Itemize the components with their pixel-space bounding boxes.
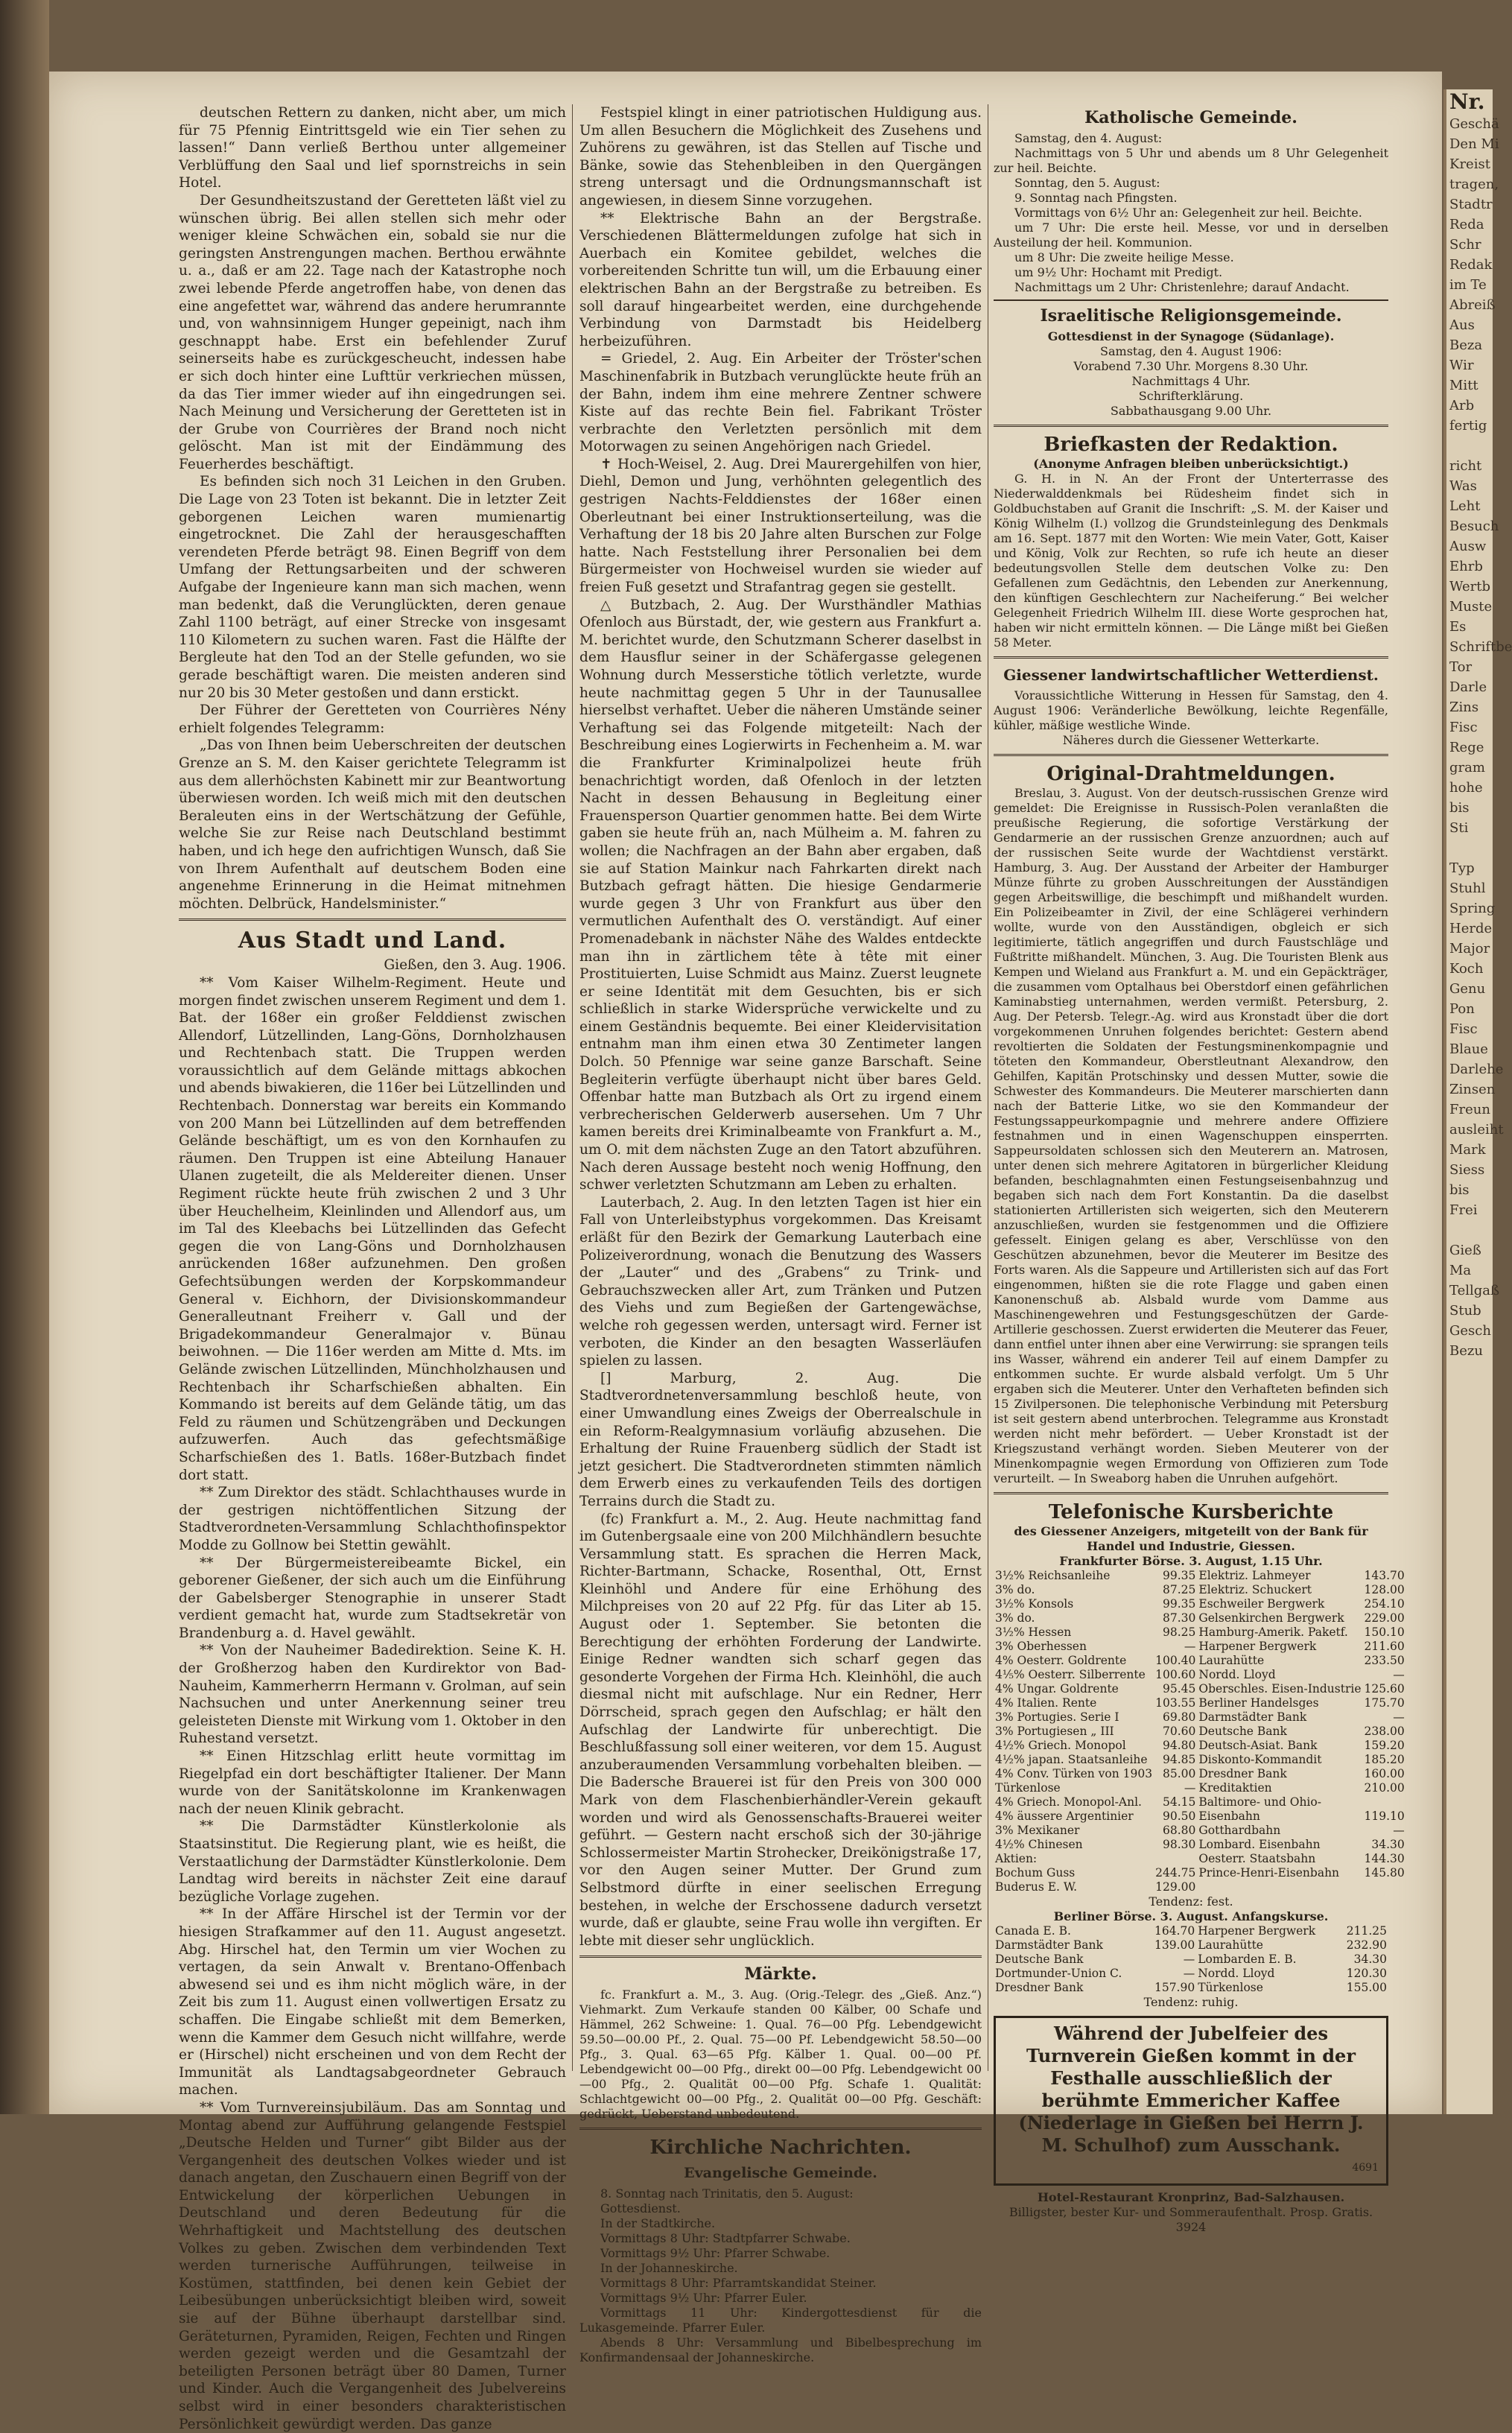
rate-value: —: [1393, 1668, 1405, 1681]
adjacent-page-line: Ausw: [1449, 539, 1487, 554]
security-name: 4% Ungar. Goldrente: [995, 1682, 1119, 1696]
stock-report-title: Telefonische Kursberichte: [1048, 1501, 1334, 1523]
news-item: ** Von der Nauheimer Badedirektion. Seine K. H. der Großherzog haben den Kurdirektor von Bad-Nauheim, Kammerherrn Hermann v. Grolman, auf sein Nachsuchen und unter Anerkennung seiner treu geleisteten Dienste mit Wirkung vom 1. Oktober in den Ruhestand versetzt.: [179, 1643, 566, 1747]
rate-row: [994, 1781, 1406, 1795]
security-name: Lombard. Eisenbahn: [1198, 1838, 1321, 1851]
news-item: Lauterbach, 2. Aug. In den letzten Tagen ist hier ein Fall von Unterleibstyphus vorgekommen. Das Kreisamt erläßt für den Bezirk der Gemarkung Lauterbach eine Polizeiverordnung, wonach die Benutzung des Wassers der „Lauter“ und des „Grabens“ zu Trink- und Gebrauchszwecken aller Art, zum Tränken und Putzen des Viehs und zum Begießen der Gartengewächse, welche roh gegessen werden, untersagt wird. Ferner ist verboten, die Kinder an den besagten Wasserläufen spielen zu lassen.: [579, 1194, 982, 1369]
adjacent-page-line: Freun: [1449, 1102, 1490, 1117]
rate-row: [994, 1924, 1388, 1938]
adjacent-page-line: Den Mi: [1449, 136, 1499, 152]
rate-value: 244.75: [1155, 1866, 1196, 1880]
adjacent-page-line: Bezu: [1449, 1343, 1483, 1359]
security-name: 4½% Griech. Monopol: [995, 1739, 1126, 1752]
rate-value: 100.60: [1155, 1668, 1196, 1681]
rate-value: 232.90: [1346, 1938, 1387, 1952]
article-paragraph: „Das von Ihnen beim Ueberschreiten der deutschen Grenze an S. M. den Kaiser gerichtete Telegramm ist aus dem allerhöchsten Kabinett mir zur Beantwortung überwiesen worden. Ich weiß mich mit den deutschen Beraleuten eins in der Wertschätzung der Gefühle, welche Sie zur Reise nach Deutschland bestimmt haben, und ich hege den aufrichtigen Wunsch, daß Sie von Ihrem Aufenthalt auf deutschem Boden eine angenehme Erinnerung in die Heimat mitnehmen möchten. Delbrück, Handelsminister.“: [179, 737, 566, 912]
news-item: ** Zum Direktor des städt. Schlachthauses wurde in der gestrigen nichtöffentlichen Sitzung der Stadtverordneten-Versammlung Schlachthofinspektor Modde zu Gollnow bei Stettin gewählt.: [179, 1485, 566, 1553]
tendency-2: Tendenz: ruhig.: [1143, 1995, 1239, 2009]
rate-row: [994, 1838, 1406, 1852]
synagogue-line: Vorabend 7.30 Uhr. Morgens 8.30 Uhr.: [1073, 359, 1309, 373]
adjacent-page-line: Schriftbe: [1449, 639, 1512, 655]
security-name: Darmstädter Bank: [1198, 1710, 1307, 1724]
adjacent-page-line: Blaue: [1449, 1041, 1488, 1057]
catholic-parish-title: Katholische Gemeinde.: [1084, 108, 1297, 127]
news-item: ** Vom Kaiser Wilhelm-Regiment. Heute und morgen findet zwischen unserem Regiment und dem 1. Bat. der 168er ein großer Felddienst zwischen Allendorf, Lützellinden, Lang-Göns, Dornholzhausen und Rechtenbach statt. Die Truppen werden voraussichtlich auf dem Gelände mittags abkochen und abends biwakieren, die 116er bei Lützellinden und Rechtenbach. Donnerstag war bereits ein Kommando von 200 Mann bei Lützellinden auf dem betreffenden Gelände beschäftigt, um es von den Kornhaufen zu räumen. Den Truppen ist eine Abteilung Hanauer Ulanen zugeteilt, die als Meldereiter dienen. Unser Regiment rückte heute früh zwischen 2 und 3 Uhr über Heuchelheim, Kleinlinden und Allendorf aus, um im Tal des Kleebachs bei Lützellinden das Gefecht gegen die von Lang-Göns und Dornholzhausen anrückenden 168er aufzunehmen. Den großen Gefechtsübungen werden der Korpskommandeur General v. Eichhorn, der Divisionskommandeur Generalleutnant Freiherr v. Gall und der Brigadekommandeur Generalmajor v. Bünau beiwohnen. — Die 116er werden am Mitte d. Mts. im Gelände zwischen Lützellinden, Münchholzhausen und Rechtenbach ihr Scharfschießen abhalten. Ein Kommando ist bereits auf dem Gelände tätig, um das Feld zu räumen und Schützengräben und Deckungen aufzuwerfen. Auch das gefechtsmäßige Scharfschießen des 1. Batls. 168er-Butzbach findet dort statt.: [179, 974, 566, 1483]
security-name: 3½% Konsols: [995, 1597, 1074, 1611]
church-line: 8. Sonntag nach Trinitatis, den 5. August:: [600, 2186, 854, 2201]
church-line: Vormittags 8 Uhr: Stadtpfarrer Schwabe.: [600, 2231, 851, 2246]
news-item: Festspiel klingt in einer patriotischen Huldigung aus. Um allen Besuchern die Möglichkeit des Zusehens und Zuhörens zu gewähren, ist das Stellen auf Tische und Bänke, sowie das Stehenbleiben in den Quergängen streng untersagt und die Ordnungsmannschaft ist angewiesen, in diesem Sinne vorzugehen.: [579, 105, 982, 209]
rate-row: [994, 1981, 1388, 1995]
security-name: Prince-Henri-Eisenbahn: [1198, 1866, 1340, 1880]
church-line: Vormittags 8 Uhr: Pfarramtskandidat Steiner.: [600, 2276, 877, 2291]
church-line: Abends 8 Uhr: Versammlung und Bibelbesprechung im Konfirmandensaal der Johanneskirche.: [579, 2335, 982, 2365]
divider: [994, 425, 1388, 427]
rate-value: 155.00: [1346, 1981, 1387, 1994]
church-line: Gottesdienst.: [600, 2201, 681, 2216]
security-name: 3% Oberhessen: [995, 1640, 1087, 1653]
security-name: 3% Portugiesen „ III: [995, 1725, 1114, 1738]
security-name: Diskonto-Kommandit: [1198, 1753, 1322, 1766]
adjacent-page-line: Zinsen: [1449, 1082, 1496, 1097]
news-item: ** Vom Turnvereinsjubiläum. Das am Sonntag und Montag abend zur Aufführung gelangende Festspiel „Deutsche Helden und Turner“ gibt Bilder aus der Vergangenheit des deutschen Volkes wieder und ist danach angetan, den Zuschauern einen Begriff von der Entwickelung der körperlichen Uebungen in Deutschland und deren Bedeutung für die Wehrhaftigkeit und Machtstellung des deutschen Volkes zu geben. Zwischen dem verbindenden Text werden turnerische Aufführungen, teilweise in Kostümen, stattfinden, bei denen kein Gebiet der Leibesübungen unberücksichtigt bleiben wird, soweit sie auf der Bühne überhaupt darstellbar sind. Geräteturnen, Pyramiden, Reigen, Fechten und Ringen werden gezeigt werden und die Gesamtzahl der beteiligten Personen beträgt über 80 Damen, Turner und Kinder. Auch die Vergangenheit des Jubelvereins selbst wird in einer besonders charakteristischen Persönlichkeit gewürdigt werden. Das ganze: [179, 2099, 566, 2432]
adjacent-page-line: Typ: [1449, 860, 1475, 876]
rate-value: 87.30: [1163, 1611, 1196, 1625]
article-paragraph: deutschen Rettern zu danken, nicht aber, um mich für 75 Pfennig Eintrittsgeld wie ein Tier sehen zu lassen!“ Dann verließ Berthou unter allgemeiner Verblüffung den Saal und lief spornstreichs in sein Hotel.: [179, 105, 566, 191]
rate-row: [994, 1880, 1406, 1894]
security-name: Harpener Bergwerk: [1198, 1924, 1316, 1938]
divider: [994, 754, 1388, 756]
rate-value: 99.35: [1163, 1597, 1196, 1611]
adjacent-page-header: Nr.: [1449, 89, 1485, 114]
adjacent-page-line: fertig: [1449, 418, 1487, 434]
adjacent-page-line: Major: [1449, 941, 1490, 957]
adjacent-page-line: hohe: [1449, 780, 1483, 796]
frankfurt-rates-table: [994, 1569, 1406, 1894]
catholic-line: Vormittags von 6½ Uhr an: Gelegenheit zur heil. Beichte.: [1014, 206, 1362, 220]
security-name: Kreditaktien: [1198, 1781, 1272, 1795]
stock-report-subtitle: des Giessener Anzeigers, mitgeteilt von der Bank für Handel und Industrie, Giessen.: [1014, 1524, 1368, 1553]
adjacent-page-line: Leht: [1449, 498, 1481, 514]
rate-value: [1363, 1880, 1406, 1894]
adjacent-page-line: Fisc: [1449, 1021, 1478, 1037]
rate-row: [994, 1696, 1406, 1710]
markets-text: fc. Frankfurt a. M., 3. Aug. (Orig.-Telegr. des „Gieß. Anz.“) Viehmarkt. Zum Verkaufe standen 00 Kälber, 00 Schafe und Hämmel, 262 Schweine: 1. Qual. 76—00 Pfg. Lebendgewicht 59.50—00.00 Pf., 2. Qual. 75—00 Pf. Lebendgewicht 58.50—00 Pfg., 3. Qual. 63—65 Pfg. Kälber 1. Qual. 00—00 Pf. Lebendgewicht 00—00 Pfg., direkt 00—00 Pfg. Lebendgewicht 00—00 Pfg., 2. Qualität 00—00 Pfg. Schafe 1. Qualität: Schlachtgewicht 00—00 Pfg., 2. Qualität 00—00 Pfg. Geschäft: gedrückt, Ueberstand unbedeutend.: [579, 1988, 982, 2122]
rate-value: 34.30: [1371, 1838, 1405, 1851]
coffee-advertisement: [994, 2016, 1388, 2186]
security-name: Oberschles. Eisen-Industrie: [1198, 1682, 1362, 1696]
catholic-line: Nachmittags von 5 Uhr und abends um 8 Uhr Gelegenheit zur heil. Beichte.: [994, 146, 1388, 175]
security-name: 4% Conv. Türken von 1903: [995, 1767, 1153, 1780]
adjacent-page-line: Zins: [1449, 700, 1479, 715]
security-name: Eschweiler Bergwerk: [1198, 1597, 1325, 1611]
adjacent-page-line: Siess: [1449, 1162, 1485, 1178]
adjacent-page-line: Sti: [1449, 820, 1469, 836]
adjacent-page-line: Redak: [1449, 257, 1493, 273]
synagogue-line: Nachmittags 4 Uhr.: [1131, 374, 1251, 388]
article-continuation: [179, 104, 566, 913]
adjacent-page-line: Tellgaß: [1449, 1283, 1500, 1298]
regional-news-body: [579, 104, 982, 1950]
security-name: Deutsche Bank: [1198, 1725, 1287, 1738]
rate-row: [994, 1852, 1406, 1866]
rate-value: 129.00: [1155, 1880, 1196, 1894]
rate-value: 144.30: [1364, 1852, 1405, 1865]
column-3: [994, 104, 1405, 2234]
security-name: Aktien:: [995, 1852, 1038, 1865]
security-name: Nordd. Lloyd: [1198, 1668, 1276, 1681]
rate-value: 139.00: [1154, 1938, 1195, 1952]
news-item: ** In der Affäre Hirschel ist der Termin vor der hiesigen Strafkammer auf den 11. August angesetzt. Abg. Hirschel hat, den Termin um vier Wochen zu vertagen, da sein Anwalt v. Brentano-Offenbach abwesend sei und es ihm nicht möglich wäre, in der Zeit bis zum 11. August einen vollwertigen Ersatz zu schaffen. Die Eingabe schließt mit dem Bemerken, wenn die Kammer dem Gesuch nicht willfahre, werde er (Hirschel) nicht erscheinen und von dem Recht der Immunität als Landtagsabgeordneter Gebrauch machen.: [179, 1906, 566, 2099]
security-name: Harpener Bergwerk: [1198, 1640, 1317, 1653]
rate-row: [994, 1611, 1406, 1625]
divider: [994, 656, 1388, 659]
rate-row: [994, 1809, 1406, 1824]
security-name: Dresdner Bank: [1198, 1767, 1287, 1780]
ad-text: Während der Jubelfeier des Turnverein Gießen kommt in der Festhalle ausschließlich der berühmte Emmericher Kaffee (Niederlage in Gießen bei Herrn J. M. Schulhof) zum Ausschank.: [1018, 2023, 1364, 2156]
catholic-line: um 9½ Uhr: Hochamt mit Predigt.: [1014, 265, 1223, 279]
rate-value: —: [1183, 1953, 1195, 1966]
rate-row: [994, 1866, 1406, 1880]
rate-row: [994, 1938, 1388, 1953]
wire-news-text: Breslau, 3. August. Von der deutsch-russischen Grenze wird gemeldet: Die Ereignisse in Russisch-Polen veranlaßten die preußische Regierung, die sofortige Verstärkung der Gendarmerie an der russischen Grenze anzuordnen; auch auf der russischen Seite wurde der Wachtdienst verstärkt. Hamburg, 3. Aug. Der Ausstand der Arbeiter der Hamburger Münze führte zu groben Ausschreitungen der Ausständigen gegen Arbeitswillige, die beschimpft und mißhandelt wurden. Ein Polizeibeamter in Zivil, der eine Schlägerei verhindern wollte, wurde von den Ausständigen, obgleich er sich legitimierte, tätlich angegriffen und durch Faustschläge und Fußtritte mißhandelt. München, 3. Aug. Die Touristen Blenk aus Kempen und Wieland aus Frankfurt a. M. und ein Gepäckträger, die zusammen vom Optalhaus bei Oberstdorf einen gefährlichen Kaminabstieg unternahmen, werden vermißt. Petersburg, 2. Aug. Der Petersb. Telegr.-Ag. wird aus Kronstadt über die dort vorgekommenen Unruhen folgendes berichtet: Gestern abend revoltierten die Soldaten der Festungsminenkompagnie und töteten den Kommandeur, Oberstleutnant Alexandrow, den Gehilfen, Kapitän Protschinsky und dessen Mutter, sowie die Schwester des Kommandeurs. Die Meuterer marschierten dann nach der Batterie Litke, wo sie den Kommandeur der Festungssappeurkompagnie und mehrere andere Offiziere festnahmen und in einen Wagenschuppen einsperrten. Sappeursoldaten schlossen sich den Meuterern an. Matrosen, unter denen sich mehrere Agitatoren in bürgerlicher Kleidung befanden, beschlagnahmten einen Festungseisenbahnzug und begaben sich nach dem Fort Konstantin. Da die daselbst stationierten Artilleristen sich weigerten, sich den Meuterern anzuschließen, wurden sie festgenommen und die Offiziere gefesselt. Einigen gelang es aber, Verschlüsse von den Geschützen abzunehmen, bevor die Meuterer im Besitze des Forts waren. Als die Sappeure und Artilleristen sich auf das Fort eingenommen, hißten sie die rote Flagge und gaben einen Kanonenschuß ab. Alsbald wurde vom Damme aus Maschinengewehren und Festungsgeschützen der Garde-Artillerie geschossen. Zuerst erwiderten die Meuterer das Feuer, dann entfiel unter ihnen aber eine Verwirrung: sie sprangen teils ins Wasser, während ein anderer Teil auf einem Dampfer zu entkommen suchte. Er wurde alsbald verfolgt. Um 5 Uhr ergaben sich die Meuterer. Unter den Verhafteten befinden sich 15 Zivilpersonen. Die telephonische Verbindung mit Petersburg ist seit gestern abend unterbrochen. Telegramme aus Kronstadt werden nicht mehr befördert. — Ueber Kronstadt ist der Kriegszustand verhängt worden. Sieben Meuterer von der Minenkompagnie wegen Ermordung von Offizieren zum Tode verurteilt. — In Sweaborg haben die Unruhen aufgehört.: [994, 786, 1388, 1485]
synagogue-line: Samstag, den 4. August 1906:: [1100, 344, 1282, 358]
adjacent-page-line: Tor: [1449, 659, 1473, 675]
rate-row: [994, 1654, 1406, 1668]
news-item: △ Butzbach, 2. Aug. Der Wursthändler Mathias Ofenloch aus Bürstadt, der, wie gestern aus Frankfurt a. M. berichtet wurde, den Schutzmann Scherer daselbst in dem Hausflur seiner in der Schäfergasse gelegenen Wohnung durch Messerstiche tötlich verletzte, wurde heute nachmittag gegen 5 Uhr in der Taunusallee hierselbst verhaftet. Ueber die näheren Umstände seiner Verhaftung sei das Folgende mitgeteilt: Nach der Beschreibung eines Logierwirts in Fechenheim a. M. war die Frankfurter Kriminalpolizei heute früh benachrichtigt worden, daß Ofenloch in der letzten Nacht in dessen Behausung in Begleitung einer Frauensperson Quartier genommen hatte. Bei dem Wirte gaben sie heute früh an, nach Mülheim a. M. fahren zu wollen; die Nachfragen an der Bahn aber ergaben, daß sie auf Station Mainkur nach Fahrkarten direkt nach Butzbach gefragt hätten. Die hiesige Gendarmerie wurde gegen 3 Uhr von Frankfurt aus über den vermutlichen Aufenthalt des O. verständigt. Auf einer Promenadebank in nächster Nähe des Waldes entdeckte man ihn in zärtlichem tête à tête mit einer Prostituierten, Luise Schmidt aus Mainz. Zuerst leugnete er seine Identität mit dem Gesuchten, bis er sich schließlich in starke Widersprüche verwickelte und zu einem Geständnis bequemte. Bei einer Kleidervisitation entnahm man ihm einen etwa 30 Zentimeter langen Dolch. 50 Pfennige war seine ganze Barschaft. Seine Begleiterin verfügte überhaupt nicht über bares Geld. Offenbar hatte man Butzbach als Ort zu irgend einem verbrecherischen Gelderwerb ausersehen. Um 7 Uhr kamen bereits drei Kriminalbeamte von Frankfurt a. M., um O. mit dem nächsten Zuge an den Tatort abzuführen. Nach deren Aussage besteht noch wenig Hoffnung, den schwer verletzten Schutzmann am Leben zu erhalten.: [579, 597, 982, 1193]
tendency-1: Tendenz: fest.: [1149, 1894, 1233, 1909]
jewish-community-title: Israelitische Religionsgemeinde.: [1040, 306, 1342, 326]
letters-title: Briefkasten der Redaktion.: [1044, 434, 1338, 456]
adjacent-page-line: im Te: [1449, 277, 1487, 293]
rate-value: 157.90: [1154, 1981, 1195, 1994]
security-name: Gotthardbahn: [1198, 1824, 1281, 1837]
adjacent-page-line: Stub: [1449, 1303, 1481, 1319]
news-item: = Griedel, 2. Aug. Ein Arbeiter der Tröster'schen Maschinenfabrik in Butzbach verunglückte heute früh an der Bahn, indem ihm eine mehrere Zentner schwere Kiste auf das rechte Bein fiel. Fabrikant Tröster verbrachte den Verletzten persönlich mit dem Motorwagen zu seinen Angehörigen nach Griedel.: [579, 351, 982, 455]
weather-note: Näheres durch die Giessener Wetterkarte.: [1062, 733, 1320, 747]
adjacent-page-line: Stuhl: [1449, 881, 1486, 896]
rate-value: —: [1184, 1640, 1196, 1653]
rate-row: [994, 1753, 1406, 1767]
news-item: ** Einen Hitzschlag erlitt heute vormittag im Riegelpfad ein dort beschäftigter Italiener. Der Mann wurde von der Sanitätskolonne im Krankenwagen nach der neuen Klinik gebracht.: [179, 1748, 566, 1817]
rate-value: 70.60: [1163, 1725, 1196, 1738]
adjacent-page-line: Beza: [1449, 337, 1483, 353]
divider: [994, 1492, 1388, 1494]
rate-value: 54.15: [1163, 1795, 1196, 1809]
catholic-line: 9. Sonntag nach Pfingsten.: [1014, 191, 1178, 205]
adjacent-page-line: Frei: [1449, 1202, 1478, 1218]
security-name: Dresdner Bank: [995, 1981, 1084, 1994]
adjacent-page-line: [1446, 436, 1493, 456]
rate-value: —: [1183, 1967, 1195, 1980]
rate-value: 159.20: [1364, 1739, 1405, 1752]
adjacent-page-lines: [1446, 114, 1512, 1361]
adjacent-page-line: Koch: [1449, 961, 1484, 977]
adjacent-page-line: Gesch: [1449, 1323, 1491, 1339]
rate-value: 90.50: [1163, 1809, 1196, 1823]
news-item: ✝ Hoch-Weisel, 2. Aug. Drei Maurergehilfen von hier, Diehl, Demon und Jung, verhöhnten gelegentlich des gestrigen Nachts-Felddienstes der 168er einen Oberleutnant bei einer Instruktionserteilung, was die Verhaftung der 18 bis 20 Jahre alten Burschen zur Folge hatte. Nach Feststellung ihrer Personalien bei dem Bürgermeister von Hochweisel wurden sie wieder auf freien Fuß gesetzt und Strafantrag gegen sie gestellt.: [579, 456, 982, 596]
news-item: [] Marburg, 2. Aug. Die Stadtverordnetenversammlung beschloß heute, von einer Umwandlung eines Zweigs der Oberrealschule in ein Reform-Realgymnasium vorläufig abzusehen. Die Erhaltung der Ruine Frauenberg südlich der Stadt ist jetzt gesichert. Die Stadtverordneten stimmten nämlich dem Erwerb eines zu verkaufenden Teils des dortigen Terrains durch die Stadt zu.: [579, 1370, 982, 1509]
weather-text: Voraussichtliche Witterung in Hessen für Samstag, den 4. August 1906: Veränderliche Bewölkung, leichte Regenfälle, kühler, mäßige westliche Winde.: [994, 688, 1388, 732]
adjacent-page-line: Geschä: [1449, 116, 1499, 132]
rate-value: 238.00: [1364, 1725, 1405, 1738]
rate-value: 99.35: [1163, 1569, 1196, 1582]
adjacent-page-line: ausleiht: [1449, 1122, 1504, 1138]
adjacent-page-line: Darle: [1449, 679, 1487, 695]
rate-row: [994, 1640, 1406, 1654]
rate-value: 233.50: [1364, 1654, 1405, 1667]
berlin-rates-table: [994, 1924, 1388, 1995]
security-name: Deutsche Bank: [995, 1953, 1084, 1966]
rate-row: [994, 1725, 1406, 1739]
adjacent-page-line: Genu: [1449, 981, 1486, 997]
rate-value: 95.45: [1163, 1682, 1196, 1696]
rate-value: 98.30: [1163, 1838, 1196, 1851]
church-schedule: [579, 2186, 982, 2365]
berlin-exchange-title: Berliner Börse. 3. August. Anfangskurse.: [1053, 1909, 1329, 1923]
adjacent-page-line: Schr: [1449, 237, 1481, 253]
security-name: Elektriz. Schuckert: [1198, 1583, 1312, 1596]
adjacent-page-line: Wir: [1449, 358, 1474, 373]
rate-value: 94.85: [1163, 1753, 1196, 1766]
security-name: 4% Griech. Monopol-Anl.: [995, 1795, 1142, 1809]
adjacent-page-line: Gieß: [1449, 1243, 1481, 1258]
rate-value: 125.60: [1364, 1682, 1405, 1696]
rate-row: [994, 1739, 1406, 1753]
security-name: 3% do.: [995, 1611, 1035, 1625]
news-item: ** Elektrische Bahn an der Bergstraße. Verschiedenen Blättermeldungen zufolge hat sich in Auerbach ein Komitee gebildet, welches die vorbereitenden Schritte tun will, um die Erbauung einer elektrischen Bahn an der Bergstraße zu betreiben. Es soll darauf hingearbeitet werden, eine durchgehende Verbindung von Darmstadt bis Heidelberg herbeizuführen.: [579, 210, 982, 349]
adjacent-page-line: Wertb: [1449, 579, 1491, 594]
church-line: Vormittags 9½ Uhr: Pfarrer Schwabe.: [600, 2246, 830, 2261]
adjacent-page-line: Ehrb: [1449, 559, 1483, 574]
adjacent-page-line: tragen,: [1449, 177, 1499, 192]
rate-value: 94.80: [1163, 1739, 1196, 1752]
security-name: Baltimore- und Ohio-: [1198, 1795, 1321, 1809]
security-name: Oesterr. Staatsbahn: [1198, 1852, 1316, 1865]
adjacent-page-line: Pon: [1449, 1001, 1475, 1017]
letters-subtitle: (Anonyme Anfragen bleiben unberücksichtigt.): [1033, 457, 1349, 471]
church-line: In der Johanneskirche.: [600, 2261, 738, 2276]
weather-title: Giessener landwirtschaftlicher Wetterdienst.: [1003, 666, 1379, 684]
letters-text: G. H. in N. An der Front der Unterterrasse des Niederwalddenkmals bei Rüdesheim findet sich in Goldbuchstaben auf Granit die Inschrift: „S. M. der Kaiser und König Wilhelm (I.) vollzog die Grundsteinlegung des Denkmals am 16. Sept. 1877 mit den Worten: Wie mein Vater, Gott, Kaiser und König, Volk zur Rechten, so rufe ich heute an dieser bedeutungsvollen Stelle dem deutschen Volke zu: Den Gefallenen zum Gedächtnis, den Lebenden zur Anerkennung, den künftigen Geschlechtern zur Nacheiferung.“ Bei welcher Gelegenheit Friedrich Wilhelm III. diese Worte gesprochen hat, haben wir nicht ermitteln können. — Die Länge mißt bei Gießen 58 Meter.: [994, 472, 1388, 650]
adjacent-page-line: Stadtr: [1449, 197, 1493, 212]
divider: [579, 1955, 982, 1958]
rate-value: 164.70: [1154, 1924, 1195, 1938]
security-name: Darmstädter Bank: [995, 1938, 1103, 1952]
rate-value: 69.80: [1163, 1710, 1196, 1724]
rate-value: 175.70: [1364, 1696, 1405, 1710]
protestant-parish-title: Evangelische Gemeinde.: [684, 2165, 877, 2182]
security-name: 3½% Reichsanleihe: [995, 1569, 1111, 1582]
adjacent-page-line: bis: [1449, 1182, 1470, 1198]
rate-value: 145.80: [1364, 1866, 1405, 1880]
adjacent-page-edge: [1443, 89, 1512, 2114]
frankfurt-exchange-title: Frankfurter Börse. 3. August, 1.15 Uhr.: [1059, 1554, 1323, 1568]
synagogue-service-title: Gottesdienst in der Synagoge (Südanlage).: [1047, 329, 1335, 343]
rate-value: 98.25: [1163, 1625, 1196, 1639]
adjacent-page-line: [1446, 838, 1493, 858]
rate-row: [994, 1710, 1406, 1725]
synagogue-schedule: [994, 344, 1388, 419]
security-name: Hamburg-Amerik. Paketf.: [1198, 1625, 1348, 1639]
security-name: 4½% Chinesen: [995, 1838, 1083, 1851]
rate-row: [994, 1795, 1406, 1809]
security-name: 4⅕% Oesterr. Silberrente: [995, 1668, 1146, 1681]
rate-value: 160.00: [1364, 1767, 1405, 1780]
column-1: [179, 104, 566, 2432]
rate-value: 150.10: [1364, 1625, 1405, 1639]
security-name: Türkenlose: [1198, 1981, 1263, 1994]
news-item: ** Die Darmstädter Künstlerkolonie als Staatsinstitut. Die Regierung plant, wie es heißt, die Verstaatlichung der Darmstädter Künstlerkolonie. Dem Landtag wird bereits in nächster Zeit eine darauf bezügliche Vorlage zugehen.: [179, 1818, 566, 1905]
hotel-ad-title: Hotel-Restaurant Kronprinz, Bad-Salzhausen.: [1037, 2190, 1345, 2204]
adjacent-page-line: Muste: [1449, 599, 1493, 615]
adjacent-page-line: Rege: [1449, 740, 1484, 755]
rate-value: [1363, 1795, 1406, 1809]
article-paragraph: Der Führer der Geretteten von Courrières Nény erhielt folgendes Telegramm:: [179, 702, 566, 736]
security-name: Dortmunder-Union C.: [995, 1967, 1122, 1980]
security-name: Berliner Handelsges: [1198, 1696, 1319, 1710]
news-item: ** Der Bürgermeistereibeamte Bickel, ein geborener Gießener, der sich auch um die Einführung der Gabelsberger Stenographie in unserer Stadt verdient gemacht hat, wurde zum Stadtsekretär von Brandenburg a. d. Havel gewählt.: [179, 1555, 566, 1641]
wire-news-title: Original-Drahtmeldungen.: [1046, 763, 1335, 785]
divider: [179, 919, 566, 921]
hotel-ad-text: Billigster, bester Kur- und Sommeraufenthalt. Prosp. Gratis. 3924: [1008, 2205, 1373, 2234]
rate-value: 100.40: [1155, 1654, 1196, 1667]
security-name: 4% Italien. Rente: [995, 1696, 1097, 1710]
security-name: 4% äussere Argentinier: [995, 1809, 1134, 1823]
rate-row: [994, 1682, 1406, 1696]
adjacent-page-line: [1446, 1220, 1493, 1240]
adjacent-page-line: Was: [1449, 478, 1477, 494]
adjacent-page-line: Ma: [1449, 1263, 1472, 1278]
section-title-local-news: Aus Stadt und Land.: [238, 927, 507, 954]
adjacent-page-line: Fisc: [1449, 720, 1478, 735]
synagogue-line: Schrifterklärung.: [1138, 389, 1244, 403]
rate-value: 143.70: [1364, 1569, 1405, 1582]
rate-row: [994, 1824, 1406, 1838]
adjacent-page-line: Darlehe: [1449, 1062, 1504, 1077]
rate-value: —: [1393, 1710, 1405, 1724]
rate-value: 120.30: [1346, 1967, 1387, 1980]
security-name: 4% Oesterr. Goldrente: [995, 1654, 1127, 1667]
catholic-line: Sonntag, den 5. August:: [1014, 176, 1160, 190]
rate-value: —: [1184, 1781, 1196, 1795]
security-name: Bochum Guss: [995, 1866, 1076, 1880]
rate-value: 34.30: [1353, 1953, 1387, 1966]
catholic-line: um 7 Uhr: Die erste heil. Messe, vor und in derselben Austeilung der heil. Kommunion.: [994, 221, 1388, 250]
rate-value: 103.55: [1155, 1696, 1196, 1710]
catholic-line: um 8 Uhr: Die zweite heilige Messe.: [1014, 250, 1234, 264]
synagogue-line: Sabbathausgang 9.00 Uhr.: [1110, 404, 1272, 418]
rate-value: 68.80: [1163, 1824, 1196, 1837]
adjacent-page-line: Arb: [1449, 398, 1475, 413]
adjacent-page-line: Es: [1449, 619, 1467, 635]
rate-value: 128.00: [1364, 1583, 1405, 1596]
rate-value: —: [1393, 1824, 1405, 1837]
rate-row: [994, 1569, 1406, 1583]
rate-row: [994, 1625, 1406, 1640]
security-name: Buderus E. W.: [995, 1880, 1078, 1894]
rate-value: 85.00: [1163, 1767, 1196, 1780]
adjacent-page-line: Herde: [1449, 921, 1493, 936]
security-name: Nordd. Lloyd: [1198, 1967, 1275, 1980]
rate-row: [994, 1597, 1406, 1611]
security-name: Lombarden E. B.: [1198, 1953, 1297, 1966]
church-news-title: Kirchliche Nachrichten.: [649, 2137, 912, 2160]
security-name: Laurahütte: [1198, 1654, 1265, 1667]
rate-value: 87.25: [1163, 1583, 1196, 1596]
rate-row: [994, 1583, 1406, 1597]
rate-value: [1154, 1852, 1197, 1866]
adjacent-page-line: gram: [1449, 760, 1485, 775]
rate-value: 210.00: [1364, 1781, 1405, 1795]
adjacent-page-line: Mark: [1449, 1142, 1486, 1158]
rate-value: 254.10: [1364, 1597, 1405, 1611]
security-name: [1197, 1880, 1362, 1894]
security-name: 3% do.: [995, 1583, 1035, 1596]
security-name: 3% Portugies. Serie I: [995, 1710, 1119, 1724]
news-item: (fc) Frankfurt a. M., 2. Aug. Heute nachmittag fand im Gutenbergsaale eine von 200 Milchhändlern besuchte Versammlung statt. Es sprachen die Herren Mack, Richter-Bartmann, Schacke, Rosenthal, Ott, Ernst Kleinhöhl und Andere für eine Erhöhung des Milchpreises von 20 auf 22 Pfg. für das Liter ab 15. August oder 1. September. Sie betonten die Berechtigung der erhöhten Forderung der Landwirte. Einige Redner wandten sich scharf gegen das gesonderte Vorgehen der Firma Hch. Kleinhöhl, die auch diesmal nicht mit aufschlage. Nur ein Redner, Herr Dörrscheid, sprach gegen den Aufschlag; er hält den Aufschlag der Landwirte für unberechtigt. Die Beschlußfassung soll einer weiteren, vor dem 15. August anzuberaumenden Versammlung vorbehalten bleiben. — Die Badersche Brauerei ist für den Preis von 300 000 Mark von dem Flaschenbierhändler-Verein gekauft worden und wird als Genossenschafts-Brauerei weiter geführt. — Gestern nacht erschoß sich der 30-jährige Schlossermeister Martin Strohecker, Dreikönigstraße 17, vor den Augen seiner Mutter. Der Grund zum Selbstmord dürfte in einer seelischen Erregung bestehen, in welche der Erschossene dadurch versetzt wurde, daß er glaubte, seine Frau wolle ihn vergiften. Er lebte mit dieser sehr unglücklich.: [579, 1511, 982, 1949]
security-name: 4½% japan. Staatsanleihe: [995, 1753, 1148, 1766]
rate-row: [994, 1668, 1406, 1682]
local-news-body: [179, 974, 566, 2433]
security-name: Eisenbahn: [1198, 1809, 1260, 1823]
adjacent-page-line: Besuch: [1449, 518, 1499, 534]
adjacent-page-line: Aus: [1449, 317, 1475, 333]
dateline: Gießen, den 3. Aug. 1906.: [384, 957, 566, 974]
church-line: Vormittags 9½ Uhr: Pfarrer Euler.: [600, 2291, 807, 2306]
security-name: Gelsenkirchen Bergwerk: [1198, 1611, 1344, 1625]
adjacent-page-line: Mitt: [1449, 378, 1478, 393]
adjacent-page-line: Spring: [1449, 901, 1496, 916]
church-line: In der Stadtkirche.: [600, 2216, 716, 2231]
markets-title: Märkte.: [744, 1964, 817, 1985]
adjacent-page-line: richt: [1449, 458, 1482, 474]
rate-row: [994, 1953, 1388, 1967]
rate-value: 185.20: [1364, 1753, 1405, 1766]
security-name: 3½% Hessen: [995, 1625, 1072, 1639]
divider: [994, 299, 1388, 301]
rate-value: 119.10: [1364, 1809, 1405, 1823]
article-paragraph: Der Gesundheitszustand der Geretteten läßt viel zu wünschen übrig. Bei allen stellen sich mehr oder weniger kleine Schwächen ein, sobald sie nur die geringsten Anstrengungen machen. Berthou erwähnte u. a., daß er am 22. Tage nach der Katastrophe noch zwei lebende Pferde angetroffen habe, von denen das eine angefettet war, während das andere herumrannte und, von wahnsinnigem Hunger gepeinigt, nach ihm geschnappt habe. Erst ein befehlender Zuruf seinerseits habe es zurückgescheucht, indessen habe er sich doch hinter eine Lufttür verkriechen müssen, da das Tier immer wieder auf ihn eingedrungen sei. Nach Meinung und Versicherung der Geretteten ist in der Grube von Courrières der Brand noch nicht gelöscht. Man ist mit der Eindämmung des Feuerherdes beschäftigt.: [179, 192, 566, 472]
security-name: Elektriz. Lahmeyer: [1198, 1569, 1311, 1582]
security-name: Laurahütte: [1198, 1938, 1263, 1952]
article-paragraph: Es befinden sich noch 31 Leichen in den Gruben. Die Lage von 23 Toten ist bekannt. Die in letzter Zeit geborgenen Leichen waren mumienartig eingetrocknet. Die Zahl der herausgeschafften verendeten Pferde beträgt 98. Einen Begriff von dem Umfang der Rettungsarbeiten und der schweren Aufgabe der Ingenieure kann man sich machen, wenn man bedenkt, daß die Verunglückten, deren genaue Zahl 1100 beträgt, auf einer Strecke von insgesamt 110 Kilometern zu suchen waren. Fast die Hälfte der Bergleute hat den Tod an der Stelle gefunden, wo sie gerade beschäftigt waren. Die meisten anderen sind nur 20 bis 30 Meter gestoßen und dann erstickt.: [179, 474, 566, 701]
security-name: Canada E. B.: [995, 1924, 1071, 1938]
catholic-line: Nachmittags um 2 Uhr: Christenlehre; darauf Andacht.: [1014, 280, 1350, 294]
adjacent-page-line: Kreist: [1449, 156, 1490, 172]
binding-shadow: [0, 0, 49, 2114]
security-name: 3% Mexikaner: [995, 1824, 1080, 1837]
security-name: Deutsch-Asiat. Bank: [1198, 1739, 1318, 1752]
column-2: [579, 104, 982, 2365]
adjacent-page-line: bis: [1449, 800, 1470, 816]
column-rule: [572, 104, 573, 2071]
catholic-schedule: [994, 131, 1388, 295]
rate-row: [994, 1967, 1388, 1981]
rate-row: [994, 1767, 1406, 1781]
church-line: Vormittags 11 Uhr: Kindergottesdienst für die Lukasgemeinde. Pfarrer Euler.: [579, 2306, 982, 2335]
ad-number: 4691: [1352, 2162, 1379, 2174]
divider: [579, 2128, 982, 2130]
adjacent-page-line: Reda: [1449, 217, 1484, 232]
adjacent-page-line: Abreiß: [1449, 297, 1496, 313]
security-name: Türkenlose: [995, 1781, 1061, 1795]
rate-value: 211.25: [1346, 1924, 1387, 1938]
rate-value: 211.60: [1364, 1640, 1405, 1653]
catholic-line: Samstag, den 4. August:: [1014, 131, 1163, 145]
rate-value: 229.00: [1364, 1611, 1405, 1625]
